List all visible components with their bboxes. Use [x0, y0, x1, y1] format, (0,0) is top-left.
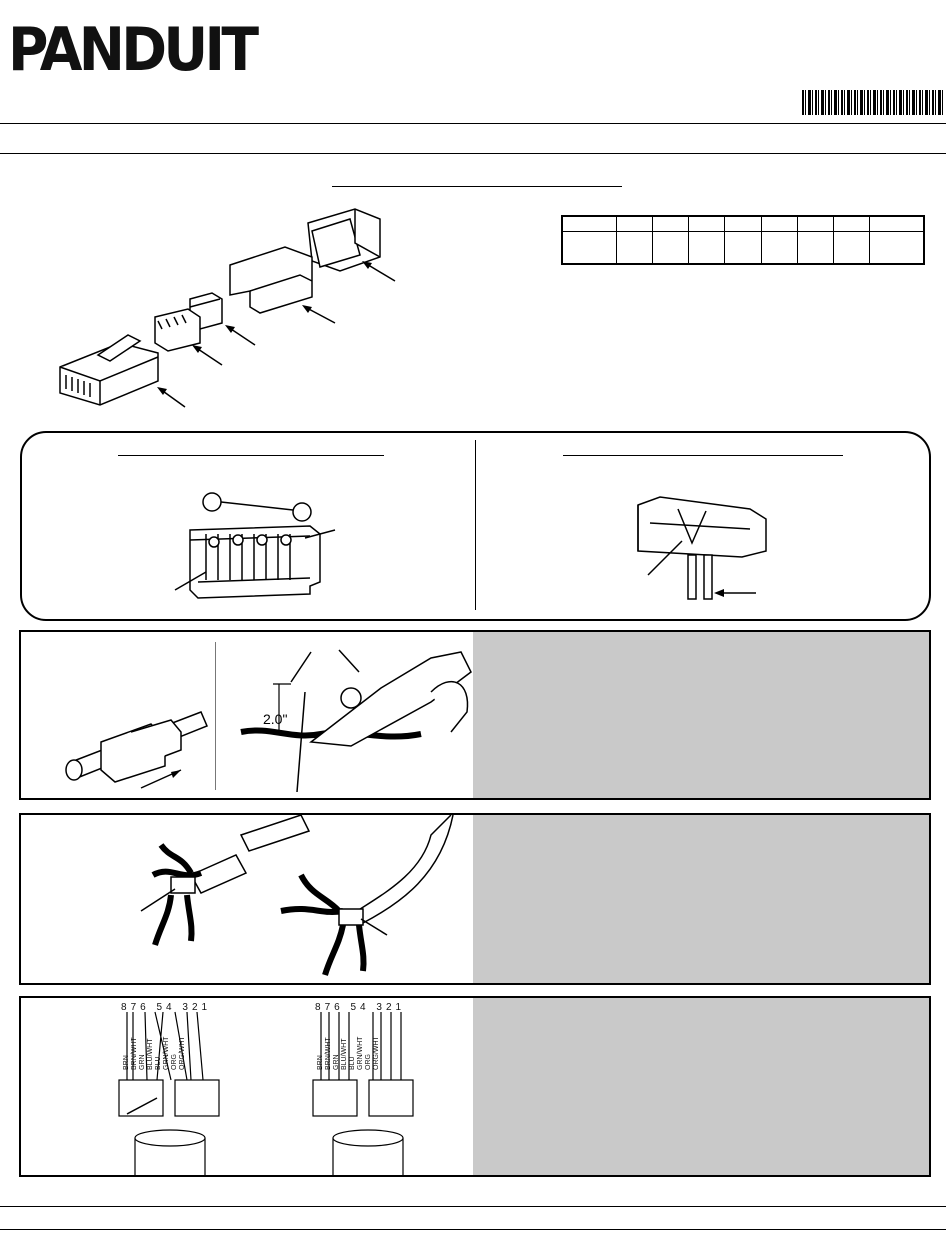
- twisted-pairs-illustration: [81, 815, 481, 985]
- dimension-label: 2.0": [263, 711, 288, 727]
- load-bar-illustration: [170, 490, 350, 610]
- wiring-illustration-left: [117, 998, 227, 1177]
- step-1-panel: [19, 630, 931, 800]
- barcode-icon: [802, 90, 944, 115]
- step-1-instructions-panel: [473, 632, 929, 798]
- footer-rule-2: [0, 1229, 946, 1230]
- cap-illustration: [630, 495, 770, 610]
- cutting-cable-illustration: [231, 632, 481, 800]
- step-3-panel: [19, 996, 931, 1177]
- wire-colors-left: BRN BRN/WHT GRN BLU/WHT BLU GRN/WHT ORG ORG/WHT: [123, 1036, 186, 1070]
- pin-numbers-right: 876 54 321: [315, 1002, 406, 1013]
- wire-colors-right: BRN BRN/WHT GRN BLU/WHT BLU GRN/WHT ORG ORG/WHT: [317, 1036, 380, 1070]
- step-2-instructions-panel: [473, 815, 929, 983]
- panel-divider: [475, 440, 476, 610]
- panduit-logo: PANDUIT: [8, 15, 256, 85]
- footer-rule: [0, 1206, 946, 1207]
- parts-table: [561, 215, 925, 265]
- exploded-parts-illustration: [50, 195, 440, 415]
- cable-with-boot-illustration: [41, 702, 211, 797]
- header-rule-2: [0, 153, 946, 154]
- header-rule: [0, 123, 946, 124]
- left-detail-title-line: [118, 455, 384, 456]
- section-title-underline: [332, 186, 622, 187]
- wiring-illustration-right: [311, 998, 421, 1177]
- right-detail-title-line: [563, 455, 843, 456]
- step-3-instructions-panel: [473, 998, 929, 1175]
- step-2-panel: [19, 813, 931, 985]
- pin-numbers-left: 876 54 321: [121, 1002, 212, 1013]
- step-1-divider: [215, 642, 216, 790]
